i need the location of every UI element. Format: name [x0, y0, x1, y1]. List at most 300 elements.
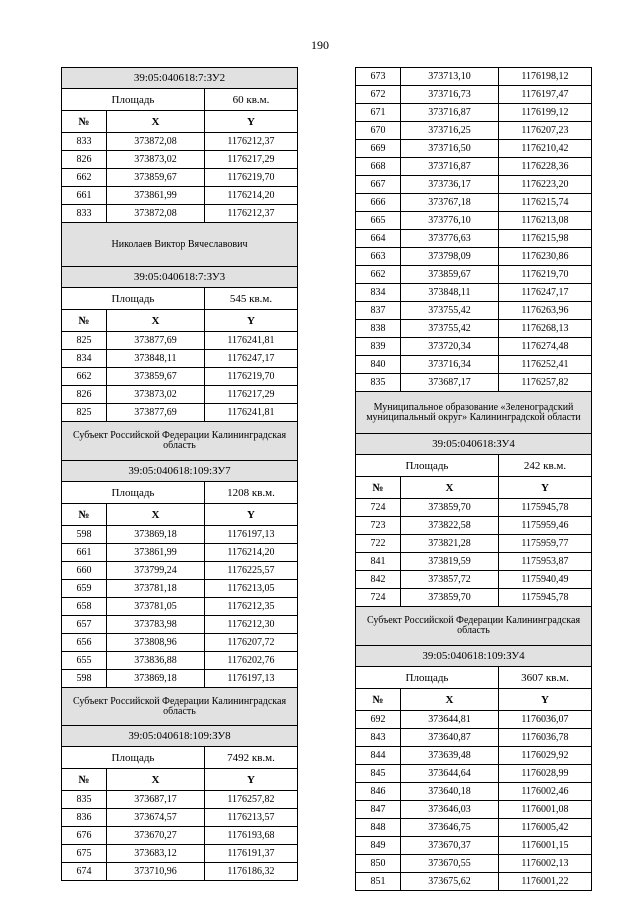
- y-coordinate: 1176213,05: [205, 580, 298, 598]
- table-row: [356, 248, 592, 266]
- point-number: 672: [356, 86, 401, 104]
- point-number: 846: [356, 783, 401, 801]
- x-coordinate: 373720,34: [401, 338, 499, 356]
- point-number: 598: [62, 526, 107, 544]
- y-coordinate: 1176241,81: [205, 404, 298, 422]
- point-number: 667: [356, 176, 401, 194]
- point-number: 669: [356, 140, 401, 158]
- x-coordinate: 373836,88: [107, 652, 205, 670]
- y-coordinate: 1176215,98: [499, 230, 592, 248]
- table-row: [356, 320, 592, 338]
- table-row: [356, 158, 592, 176]
- point-number: 659: [62, 580, 107, 598]
- x-coordinate: 373716,25: [401, 122, 499, 140]
- column-header-row: [62, 111, 298, 133]
- y-coordinate: 1176214,20: [205, 187, 298, 205]
- point-number: 662: [62, 368, 107, 386]
- y-coordinate: 1176193,68: [205, 827, 298, 845]
- y-header: Y: [499, 689, 592, 711]
- x-coordinate: 373736,17: [401, 176, 499, 194]
- left-column: [61, 67, 297, 881]
- table-row: [62, 634, 298, 652]
- x-coordinate: 373799,24: [107, 562, 205, 580]
- point-number: 840: [356, 356, 401, 374]
- y-coordinate: 1176247,17: [205, 350, 298, 368]
- point-number: 724: [356, 499, 401, 517]
- y-coordinate: 1176213,08: [499, 212, 592, 230]
- x-coordinate: 373755,42: [401, 320, 499, 338]
- table-row: [62, 616, 298, 634]
- table-row: [62, 151, 298, 169]
- area-row: [62, 747, 298, 769]
- x-coordinate: 373781,18: [107, 580, 205, 598]
- table-row: [356, 589, 592, 607]
- x-coordinate: 373819,59: [401, 553, 499, 571]
- point-number: 660: [62, 562, 107, 580]
- x-coordinate: 373640,18: [401, 783, 499, 801]
- point-number: 661: [62, 544, 107, 562]
- left-coordinates-table: [61, 67, 298, 881]
- point-number: 666: [356, 194, 401, 212]
- area-row: [356, 455, 592, 477]
- y-coordinate: 1176001,15: [499, 837, 592, 855]
- area-label: Площадь: [62, 747, 205, 769]
- table-row: [356, 819, 592, 837]
- table-row: [356, 176, 592, 194]
- x-coordinate: 373767,18: [401, 194, 499, 212]
- x-coordinate: 373859,70: [401, 589, 499, 607]
- y-coordinate: 1176268,13: [499, 320, 592, 338]
- point-number: 851: [356, 873, 401, 891]
- y-coordinate: 1176202,76: [205, 652, 298, 670]
- column-header-row: [62, 769, 298, 791]
- x-coordinate: 373798,09: [401, 248, 499, 266]
- table-row: [356, 230, 592, 248]
- y-coordinate: 1176219,70: [205, 368, 298, 386]
- right-coordinates-table: [355, 67, 592, 891]
- table-row: [356, 711, 592, 729]
- x-coordinate: 373857,72: [401, 571, 499, 589]
- y-coordinate: 1176210,42: [499, 140, 592, 158]
- point-number: 839: [356, 338, 401, 356]
- point-number: 673: [356, 68, 401, 86]
- x-coordinate: 373713,10: [401, 68, 499, 86]
- owner-name: Муниципальное образование «Зеленоградский муниципальный округ» Калининградской области: [356, 392, 592, 434]
- area-label: Площадь: [62, 89, 205, 111]
- x-coordinate: 373781,05: [107, 598, 205, 616]
- num-header: №: [62, 769, 107, 791]
- y-coordinate: 1176036,78: [499, 729, 592, 747]
- x-coordinate: 373848,11: [107, 350, 205, 368]
- y-coordinate: 1176212,37: [205, 133, 298, 151]
- y-coordinate: 1176257,82: [205, 791, 298, 809]
- x-coordinate: 373859,70: [401, 499, 499, 517]
- owner-row: [356, 607, 592, 646]
- y-header: Y: [205, 310, 298, 332]
- table-row: [356, 729, 592, 747]
- x-coordinate: 373670,27: [107, 827, 205, 845]
- x-coordinate: 373710,96: [107, 863, 205, 881]
- x-coordinate: 373755,42: [401, 302, 499, 320]
- table-row: [356, 266, 592, 284]
- cadastre-row: [62, 461, 298, 482]
- table-row: [62, 332, 298, 350]
- y-coordinate: 1176197,47: [499, 86, 592, 104]
- table-row: [356, 374, 592, 392]
- y-coordinate: 1176199,12: [499, 104, 592, 122]
- table-row: [62, 350, 298, 368]
- point-number: 663: [356, 248, 401, 266]
- point-number: 848: [356, 819, 401, 837]
- area-row: [62, 482, 298, 504]
- cadastre-row: [62, 267, 298, 288]
- point-number: 598: [62, 670, 107, 688]
- x-coordinate: 373644,81: [401, 711, 499, 729]
- point-number: 671: [356, 104, 401, 122]
- x-coordinate: 373822,58: [401, 517, 499, 535]
- table-row: [62, 863, 298, 881]
- point-number: 664: [356, 230, 401, 248]
- x-coordinate: 373869,18: [107, 526, 205, 544]
- y-coordinate: 1176028,99: [499, 765, 592, 783]
- point-number: 836: [62, 809, 107, 827]
- table-row: [356, 86, 592, 104]
- area-label: Площадь: [356, 667, 499, 689]
- y-coordinate: 1176225,57: [205, 562, 298, 580]
- point-number: 844: [356, 747, 401, 765]
- x-coordinate: 373877,69: [107, 404, 205, 422]
- y-coordinate: 1175953,87: [499, 553, 592, 571]
- y-coordinate: 1175940,49: [499, 571, 592, 589]
- table-row: [356, 194, 592, 212]
- point-number: 842: [356, 571, 401, 589]
- x-coordinate: 373776,10: [401, 212, 499, 230]
- x-coordinate: 373869,18: [107, 670, 205, 688]
- point-number: 834: [62, 350, 107, 368]
- owner-row: [62, 422, 298, 461]
- x-coordinate: 373683,12: [107, 845, 205, 863]
- table-row: [356, 338, 592, 356]
- point-number: 656: [62, 634, 107, 652]
- table-row: [356, 855, 592, 873]
- y-coordinate: 1176197,13: [205, 526, 298, 544]
- point-number: 670: [356, 122, 401, 140]
- x-coordinate: 373674,57: [107, 809, 205, 827]
- point-number: 843: [356, 729, 401, 747]
- table-row: [62, 404, 298, 422]
- x-coordinate: 373687,17: [401, 374, 499, 392]
- table-row: [62, 791, 298, 809]
- table-row: [62, 169, 298, 187]
- table-row: [356, 765, 592, 783]
- area-value: 545 кв.м.: [205, 288, 298, 310]
- y-coordinate: 1175959,46: [499, 517, 592, 535]
- table-row: [356, 837, 592, 855]
- cadastre-number: 39:05:040618:7:ЗУ2: [62, 68, 298, 89]
- x-coordinate: 373873,02: [107, 386, 205, 404]
- cadastre-number: 39:05:040618:109:ЗУ7: [62, 461, 298, 482]
- area-row: [62, 288, 298, 310]
- x-coordinate: 373861,99: [107, 544, 205, 562]
- x-coordinate: 373783,98: [107, 616, 205, 634]
- table-row: [62, 827, 298, 845]
- table-row: [62, 544, 298, 562]
- table-row: [356, 571, 592, 589]
- point-number: 723: [356, 517, 401, 535]
- y-coordinate: 1176228,36: [499, 158, 592, 176]
- table-row: [62, 809, 298, 827]
- x-coordinate: 373872,08: [107, 205, 205, 223]
- x-coordinate: 373859,67: [401, 266, 499, 284]
- x-coordinate: 373873,02: [107, 151, 205, 169]
- point-number: 837: [356, 302, 401, 320]
- table-row: [356, 302, 592, 320]
- area-value: 60 кв.м.: [205, 89, 298, 111]
- y-coordinate: 1176223,20: [499, 176, 592, 194]
- y-coordinate: 1176002,13: [499, 855, 592, 873]
- table-row: [356, 747, 592, 765]
- x-coordinate: 373808,96: [107, 634, 205, 652]
- table-row: [356, 104, 592, 122]
- cadastre-number: 39:05:040618:109:ЗУ4: [356, 646, 592, 667]
- point-number: 675: [62, 845, 107, 863]
- point-number: 658: [62, 598, 107, 616]
- y-coordinate: 1176207,72: [205, 634, 298, 652]
- table-row: [62, 386, 298, 404]
- point-number: 724: [356, 589, 401, 607]
- cadastre-row: [356, 434, 592, 455]
- table-row: [62, 598, 298, 616]
- x-coordinate: 373859,67: [107, 169, 205, 187]
- x-coordinate: 373716,73: [401, 86, 499, 104]
- y-coordinate: 1175945,78: [499, 589, 592, 607]
- y-coordinate: 1176247,17: [499, 284, 592, 302]
- area-value: 3607 кв.м.: [499, 667, 592, 689]
- point-number: 833: [62, 205, 107, 223]
- x-coordinate: 373640,87: [401, 729, 499, 747]
- point-number: 657: [62, 616, 107, 634]
- owner-name: Субъект Российской Федерации Калининградская область: [62, 422, 298, 461]
- point-number: 668: [356, 158, 401, 176]
- y-header: Y: [499, 477, 592, 499]
- num-header: №: [356, 689, 401, 711]
- point-number: 662: [62, 169, 107, 187]
- point-number: 676: [62, 827, 107, 845]
- y-coordinate: 1176197,13: [205, 670, 298, 688]
- point-number: 838: [356, 320, 401, 338]
- area-value: 1208 кв.м.: [205, 482, 298, 504]
- x-coordinate: 373716,34: [401, 356, 499, 374]
- y-coordinate: 1176263,96: [499, 302, 592, 320]
- point-number: 845: [356, 765, 401, 783]
- y-coordinate: 1176241,81: [205, 332, 298, 350]
- x-coordinate: 373644,64: [401, 765, 499, 783]
- point-number: 835: [62, 791, 107, 809]
- point-number: 825: [62, 404, 107, 422]
- x-coordinate: 373877,69: [107, 332, 205, 350]
- page-number: 190: [311, 38, 329, 52]
- cadastre-number: 39:05:040618:7:ЗУ3: [62, 267, 298, 288]
- y-coordinate: 1176212,37: [205, 205, 298, 223]
- table-row: [356, 535, 592, 553]
- x-coordinate: 373670,37: [401, 837, 499, 855]
- y-coordinate: 1176029,92: [499, 747, 592, 765]
- y-header: Y: [205, 769, 298, 791]
- x-header: X: [107, 111, 205, 133]
- y-coordinate: 1176212,35: [205, 598, 298, 616]
- table-row: [356, 553, 592, 571]
- x-coordinate: 373848,11: [401, 284, 499, 302]
- area-label: Площадь: [356, 455, 499, 477]
- column-header-row: [356, 689, 592, 711]
- y-coordinate: 1176257,82: [499, 374, 592, 392]
- table-row: [356, 783, 592, 801]
- area-value: 7492 кв.м.: [205, 747, 298, 769]
- y-coordinate: 1176213,57: [205, 809, 298, 827]
- y-coordinate: 1176186,32: [205, 863, 298, 881]
- y-coordinate: 1176215,74: [499, 194, 592, 212]
- x-coordinate: 373859,67: [107, 368, 205, 386]
- table-row: [356, 122, 592, 140]
- table-row: [356, 356, 592, 374]
- point-number: 849: [356, 837, 401, 855]
- table-row: [62, 187, 298, 205]
- cadastre-number: 39:05:040618:ЗУ4: [356, 434, 592, 455]
- point-number: 661: [62, 187, 107, 205]
- y-coordinate: 1176005,42: [499, 819, 592, 837]
- table-row: [356, 68, 592, 86]
- cadastre-row: [62, 726, 298, 747]
- y-coordinate: 1176274,48: [499, 338, 592, 356]
- y-coordinate: 1175945,78: [499, 499, 592, 517]
- table-row: [62, 526, 298, 544]
- y-coordinate: 1176219,70: [499, 266, 592, 284]
- point-number: 665: [356, 212, 401, 230]
- num-header: №: [62, 504, 107, 526]
- column-header-row: [356, 477, 592, 499]
- cadastre-number: 39:05:040618:109:ЗУ8: [62, 726, 298, 747]
- x-coordinate: 373872,08: [107, 133, 205, 151]
- table-row: [356, 284, 592, 302]
- area-row: [62, 89, 298, 111]
- y-coordinate: 1176217,29: [205, 386, 298, 404]
- table-row: [62, 580, 298, 598]
- y-header: Y: [205, 111, 298, 133]
- area-value: 242 кв.м.: [499, 455, 592, 477]
- x-coordinate: 373861,99: [107, 187, 205, 205]
- table-row: [62, 670, 298, 688]
- y-coordinate: 1175959,77: [499, 535, 592, 553]
- y-coordinate: 1176191,37: [205, 845, 298, 863]
- point-number: 835: [356, 374, 401, 392]
- table-row: [62, 562, 298, 580]
- y-coordinate: 1176219,70: [205, 169, 298, 187]
- owner-name: Николаев Виктор Вячеславович: [62, 223, 298, 267]
- x-coordinate: 373675,62: [401, 873, 499, 891]
- x-header: X: [401, 689, 499, 711]
- table-row: [62, 652, 298, 670]
- x-coordinate: 373687,17: [107, 791, 205, 809]
- y-coordinate: 1176214,20: [205, 544, 298, 562]
- point-number: 674: [62, 863, 107, 881]
- y-coordinate: 1176001,22: [499, 873, 592, 891]
- owner-name: Субъект Российской Федерации Калининградская область: [356, 607, 592, 646]
- x-header: X: [107, 504, 205, 526]
- x-header: X: [107, 310, 205, 332]
- table-row: [62, 133, 298, 151]
- owner-name: Субъект Российской Федерации Калининградская область: [62, 688, 298, 726]
- table-row: [62, 368, 298, 386]
- point-number: 655: [62, 652, 107, 670]
- point-number: 662: [356, 266, 401, 284]
- table-row: [62, 205, 298, 223]
- point-number: 841: [356, 553, 401, 571]
- num-header: №: [62, 111, 107, 133]
- point-number: 833: [62, 133, 107, 151]
- area-label: Площадь: [62, 288, 205, 310]
- x-coordinate: 373821,28: [401, 535, 499, 553]
- table-row: [356, 212, 592, 230]
- area-row: [356, 667, 592, 689]
- num-header: №: [62, 310, 107, 332]
- y-coordinate: 1176001,08: [499, 801, 592, 819]
- cadastre-row: [62, 68, 298, 89]
- x-coordinate: 373716,87: [401, 104, 499, 122]
- y-header: Y: [205, 504, 298, 526]
- point-number: 722: [356, 535, 401, 553]
- x-coordinate: 373716,87: [401, 158, 499, 176]
- right-column: [355, 67, 591, 891]
- x-coordinate: 373646,03: [401, 801, 499, 819]
- x-coordinate: 373716,50: [401, 140, 499, 158]
- table-row: [62, 845, 298, 863]
- num-header: №: [356, 477, 401, 499]
- x-header: X: [107, 769, 205, 791]
- y-coordinate: 1176252,41: [499, 356, 592, 374]
- area-label: Площадь: [62, 482, 205, 504]
- point-number: 826: [62, 151, 107, 169]
- point-number: 850: [356, 855, 401, 873]
- point-number: 834: [356, 284, 401, 302]
- owner-row: [356, 392, 592, 434]
- point-number: 692: [356, 711, 401, 729]
- table-row: [356, 140, 592, 158]
- y-coordinate: 1176036,07: [499, 711, 592, 729]
- column-header-row: [62, 310, 298, 332]
- table-row: [356, 873, 592, 891]
- table-row: [356, 517, 592, 535]
- y-coordinate: 1176230,86: [499, 248, 592, 266]
- point-number: 825: [62, 332, 107, 350]
- owner-row: [62, 223, 298, 267]
- x-coordinate: 373670,55: [401, 855, 499, 873]
- y-coordinate: 1176198,12: [499, 68, 592, 86]
- y-coordinate: 1176002,46: [499, 783, 592, 801]
- point-number: 826: [62, 386, 107, 404]
- x-coordinate: 373646,75: [401, 819, 499, 837]
- x-coordinate: 373639,48: [401, 747, 499, 765]
- point-number: 847: [356, 801, 401, 819]
- y-coordinate: 1176212,30: [205, 616, 298, 634]
- x-header: X: [401, 477, 499, 499]
- x-coordinate: 373776,63: [401, 230, 499, 248]
- cadastre-row: [356, 646, 592, 667]
- table-row: [356, 499, 592, 517]
- y-coordinate: 1176217,29: [205, 151, 298, 169]
- owner-row: [62, 688, 298, 726]
- y-coordinate: 1176207,23: [499, 122, 592, 140]
- column-header-row: [62, 504, 298, 526]
